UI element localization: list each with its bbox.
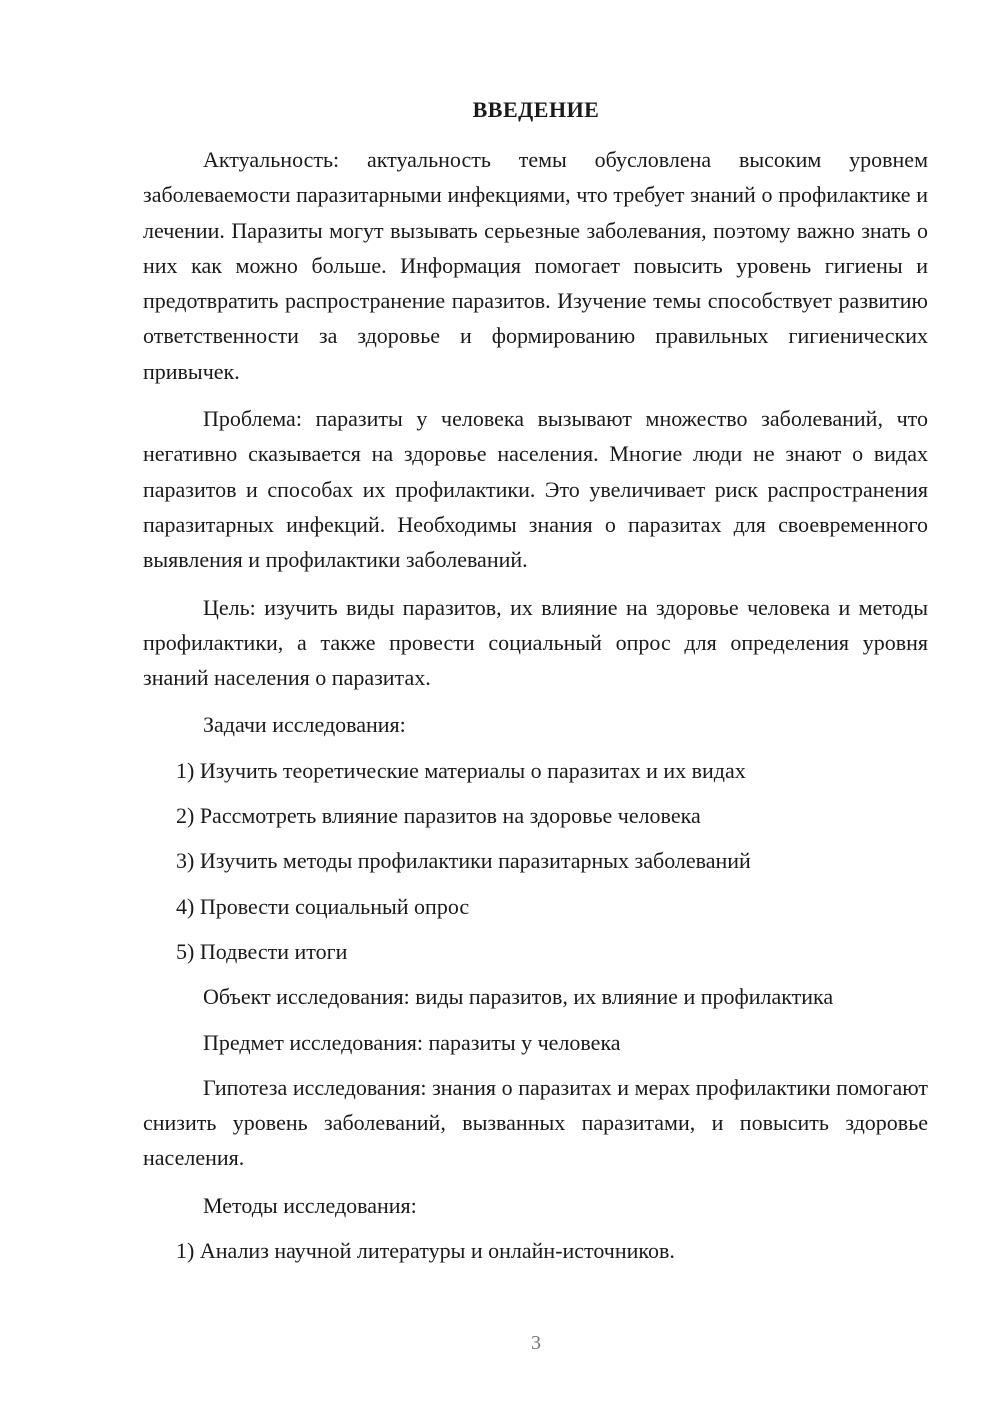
research-object: Объект исследования: виды паразитов, их влияние и профилактика — [203, 984, 834, 1010]
methods-heading: Методы исследования: — [203, 1192, 417, 1218]
page-title: ВВЕДЕНИЕ — [472, 97, 600, 122]
tasks-heading: Задачи исследования: — [203, 712, 406, 738]
tasks-list — [143, 753, 928, 969]
research-subject: Предмет исследования: паразиты у человека — [203, 1029, 621, 1055]
goal-paragraph: Цель: изучить виды паразитов, их влияние на здоровье человека и методы профилактики, а также провести социальный опрос для определения уровня знаний населения о паразитах. — [143, 594, 928, 691]
task-item: 4) Провести социальный опрос — [176, 893, 470, 919]
page-number: 3 — [531, 1332, 541, 1354]
task-item: 5) Подвести итоги — [176, 938, 348, 964]
relevance-paragraph: Актуальность: актуальность темы обусловлена высоким уровнем заболеваемости паразитарными инфекциями, что требует знаний о профилактике и лечении. Паразиты могут вызывать серьезные заболевания, поэтому важно знать о них как можно больше. Информация помогает повысить уровень гигиены и предотвратить распространение паразитов. Изучение темы способствует развитию ответственности за здоровье и формированию правильных гигиенических привычек. — [143, 147, 928, 384]
document-body — [143, 142, 928, 1278]
task-item: 3) Изучить методы профилактики паразитарных заболеваний — [176, 848, 751, 874]
methods-list — [143, 1233, 928, 1268]
method-item: 1) Анализ научной литературы и онлайн-источников. — [176, 1238, 675, 1264]
hypothesis-paragraph: Гипотеза исследования: знания о паразитах и мерах профилактики помогают снизить уровень заболеваний, вызванных паразитами, и повысить здоровье населения. — [143, 1074, 928, 1171]
task-item: 1) Изучить теоретические материалы о паразитах и их видах — [176, 757, 746, 783]
task-item: 2) Рассмотреть влияние паразитов на здоровье человека — [176, 803, 701, 829]
problem-paragraph: Проблема: паразиты у человека вызывают множество заболеваний, что негативно сказывается на здоровье населения. Многие люди не знают о видах паразитов и способах их профилактики. Это увеличивает риск распространения паразитарных инфекций. Необходимы знания о паразитах для своевременного выявления и профилактики заболеваний. — [143, 406, 928, 573]
